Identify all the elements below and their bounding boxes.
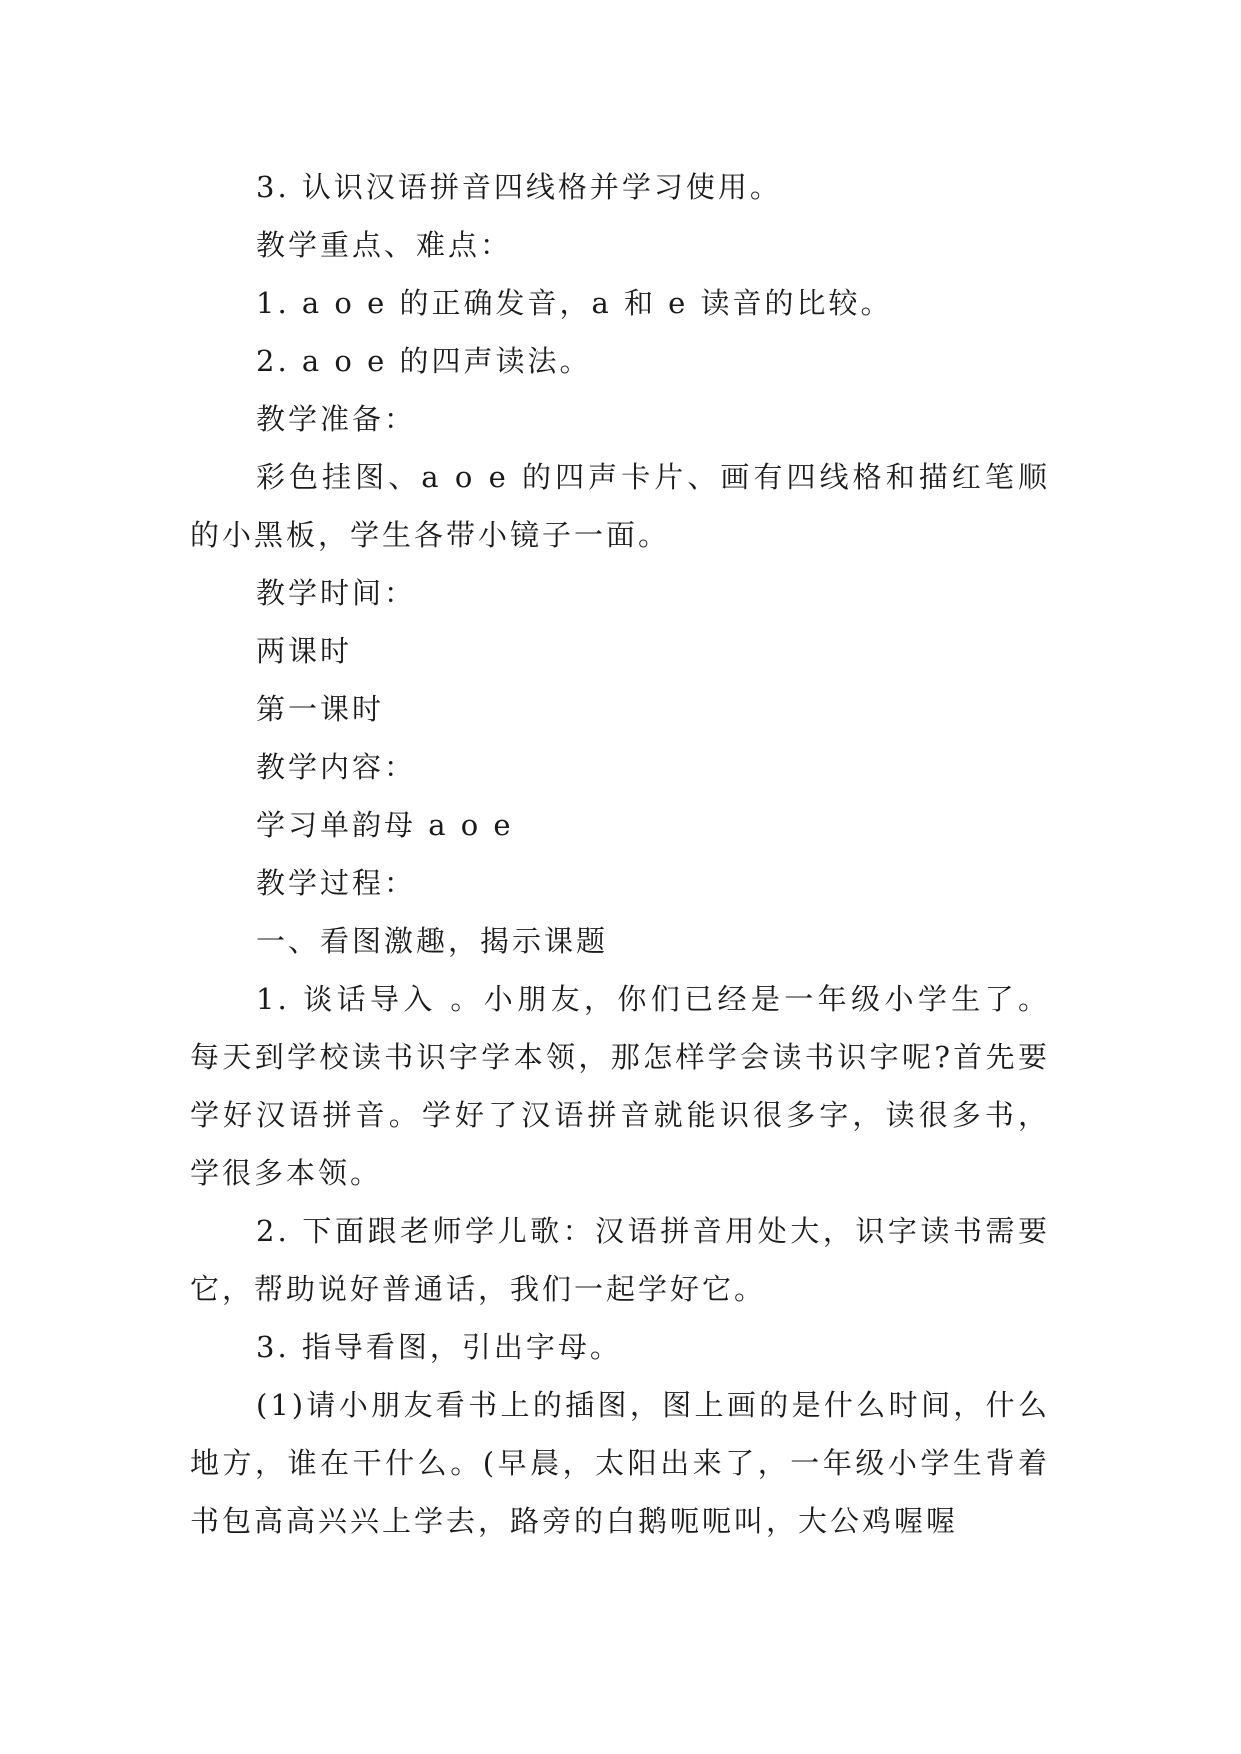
paragraph-key-point-1: 1. a o e 的正确发音，a 和 e 读音的比较。 (256, 286, 893, 320)
paragraph-step-2: 2. 下面跟老师学儿歌：汉语拼音用处大，识字读书需要它，帮助说好普通话，我们一起学好它。 (190, 1214, 1050, 1306)
heading-teaching-process: 教学过程： (256, 866, 417, 900)
heading-first-lesson: 第一课时 (256, 692, 385, 726)
heading-preparation: 教学准备： (256, 402, 417, 436)
heading-teaching-time: 教学时间： (256, 576, 417, 610)
heading-section-one: 一、看图激趣，揭示课题 (256, 924, 609, 958)
paragraph-key-point-2: 2. a o e 的四声读法。 (256, 344, 592, 378)
paragraph-step-3-1: (1)请小朋友看书上的插图，图上画的是什么时间，什么地方，谁在干什么。(早晨，太阳出来了，一年级小学生背着书包高高兴兴上学去，路旁的白鹅呃呃叫，大公鸡喔喔 (190, 1388, 1050, 1538)
paragraph-two-lessons: 两课时 (256, 634, 353, 668)
paragraph-learn-vowels: 学习单韵母 a o e (256, 808, 514, 842)
paragraph-step-3: 3. 指导看图，引出字母。 (256, 1330, 622, 1364)
paragraph-preparation: 彩色挂图、a o e 的四声卡片、画有四线格和描红笔顺的小黑板，学生各带小镜子一面。 (190, 460, 1050, 552)
paragraph-objective-3: 3. 认识汉语拼音四线格并学习使用。 (256, 170, 782, 204)
document-body (190, 158, 1050, 1550)
paragraph-step-1: 1. 谈话导入 。小朋友，你们已经是一年级小学生了。每天到学校读书识字学本领，那怎样学会读书识字呢?首先要学好汉语拼音。学好了汉语拼音就能识很多字，读很多书，学很多本领。 (190, 982, 1050, 1190)
heading-key-points: 教学重点、难点： (256, 228, 513, 262)
heading-teaching-content: 教学内容： (256, 750, 417, 784)
